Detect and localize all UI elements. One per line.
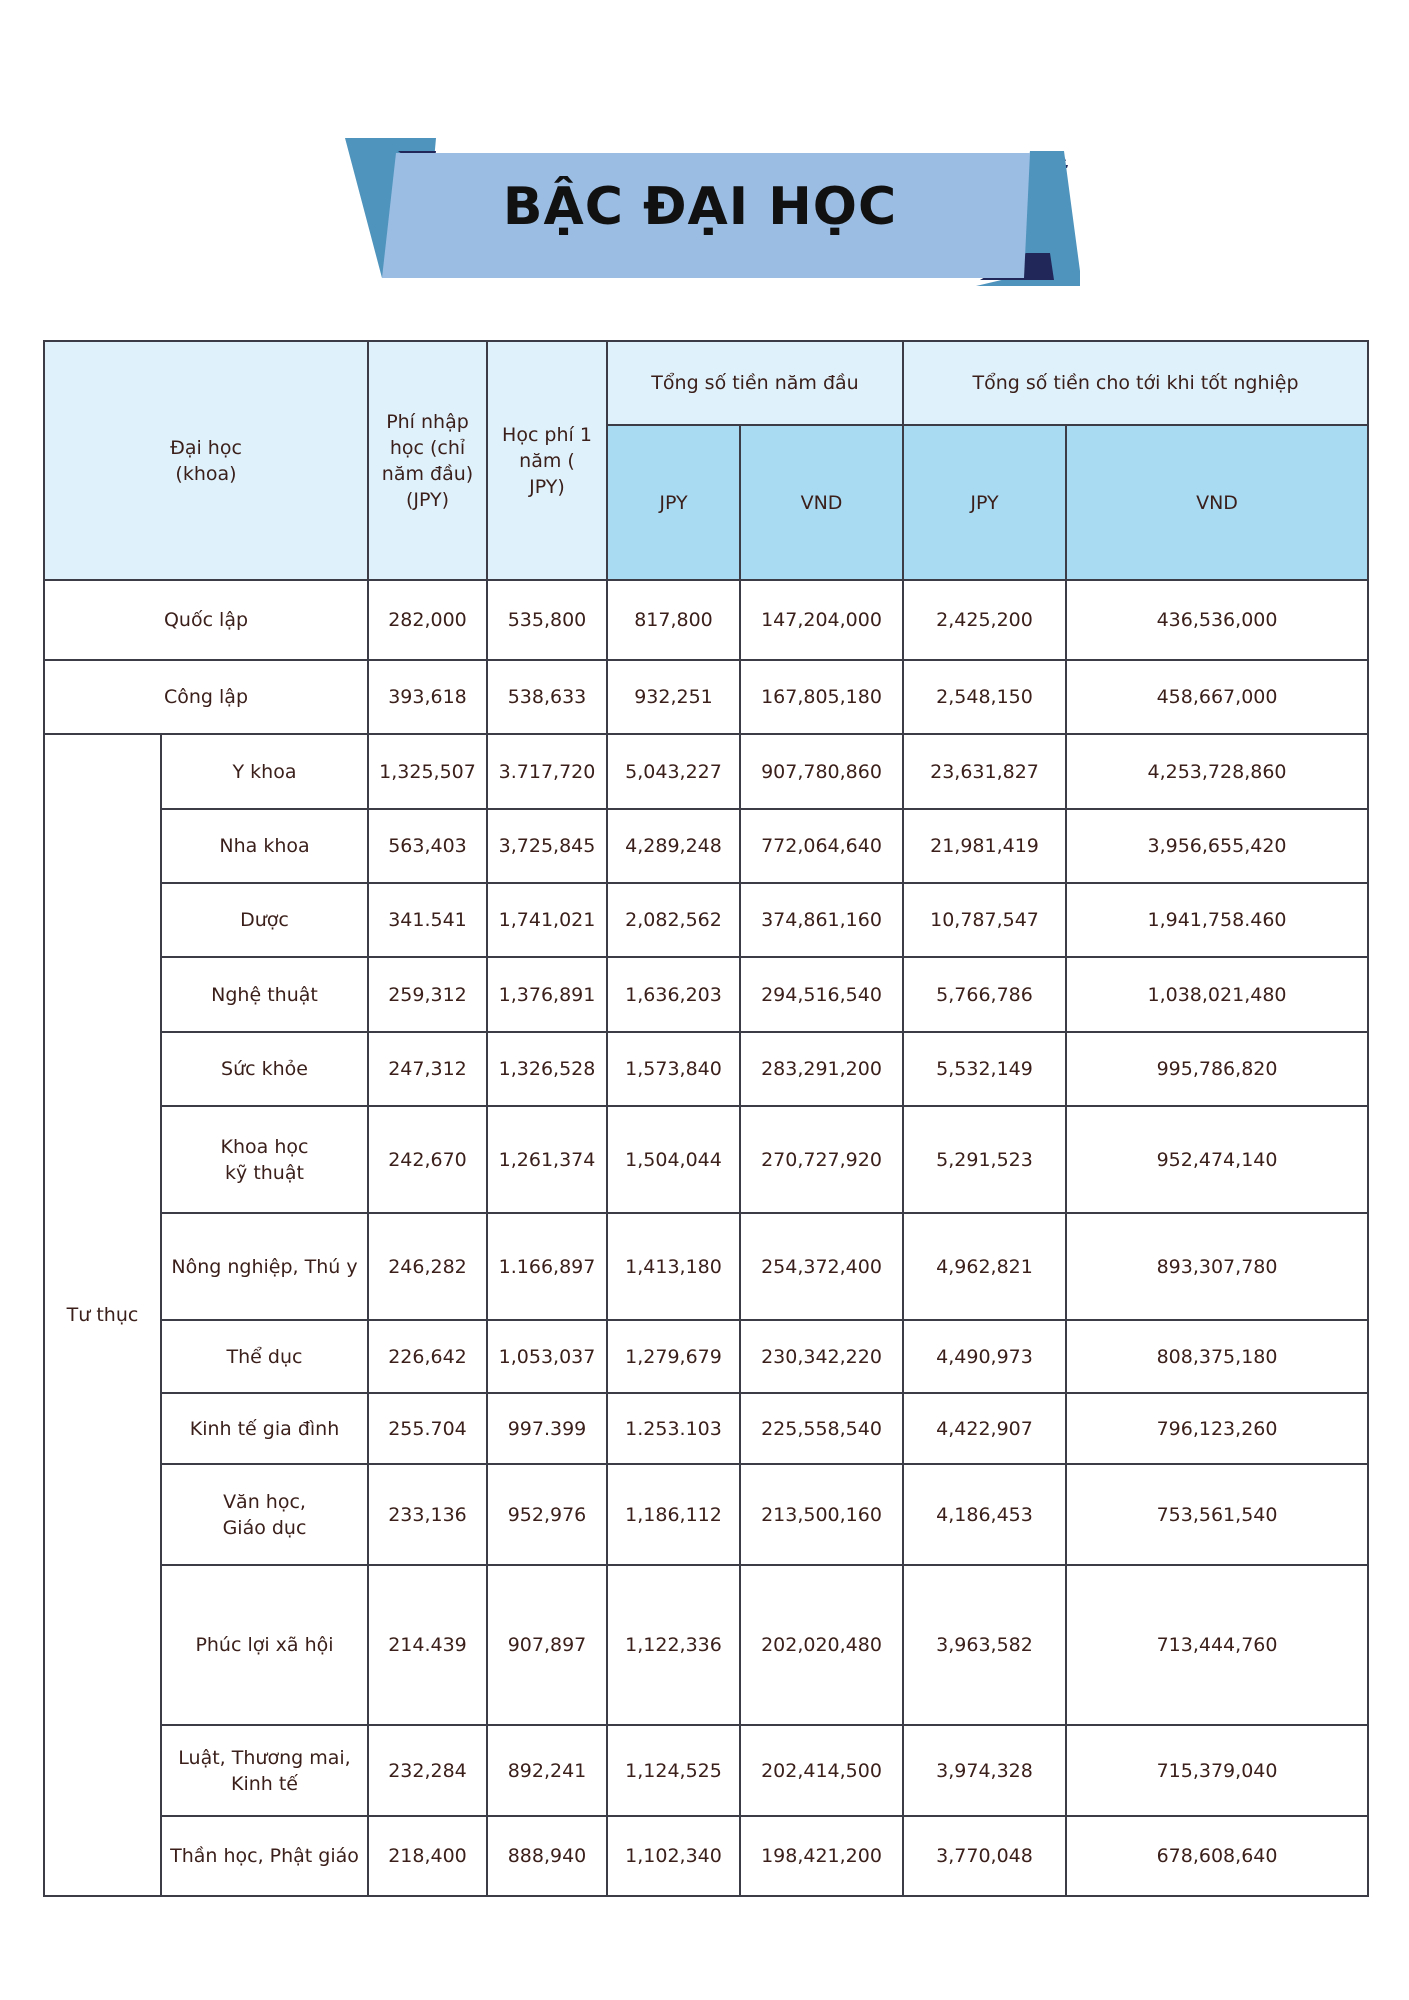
graduation-vnd-cell: 3,956,655,420 — [1066, 809, 1368, 883]
admission-fee-cell: 218,400 — [368, 1816, 487, 1896]
fee-table — [43, 340, 1369, 1897]
tuition-cell: 3,725,845 — [487, 809, 607, 883]
graduation-vnd-cell: 753,561,540 — [1066, 1464, 1368, 1565]
table-row — [44, 1213, 1368, 1320]
first-year-vnd-cell: 374,861,160 — [740, 883, 903, 957]
first-year-jpy-cell: 1,504,044 — [607, 1106, 740, 1213]
faculty-name-cell: Sức khỏe — [161, 1032, 368, 1106]
header-graduation-jpy: JPY — [903, 425, 1066, 580]
graduation-jpy-cell: 4,962,821 — [903, 1213, 1066, 1320]
tuition-cell: 3.717,720 — [487, 734, 607, 809]
tuition-cell: 538,633 — [487, 660, 607, 734]
first-year-jpy-cell: 1,124,525 — [607, 1725, 740, 1816]
header-first-year-vnd: VND — [740, 425, 903, 580]
first-year-vnd-cell: 230,342,220 — [740, 1320, 903, 1393]
table-row — [44, 734, 1368, 809]
admission-fee-cell: 282,000 — [368, 580, 487, 660]
tuition-cell: 1,741,021 — [487, 883, 607, 957]
graduation-vnd-cell: 4,253,728,860 — [1066, 734, 1368, 809]
graduation-jpy-cell: 4,422,907 — [903, 1393, 1066, 1464]
page-title: BẬC ĐẠI HỌC — [502, 177, 898, 237]
graduation-vnd-cell: 796,123,260 — [1066, 1393, 1368, 1464]
faculty-name-cell: Y khoa — [161, 734, 368, 809]
header-graduation-vnd: VND — [1066, 425, 1368, 580]
first-year-vnd-cell: 213,500,160 — [740, 1464, 903, 1565]
tuition-cell: 997.399 — [487, 1393, 607, 1464]
faculty-name-cell: Phúc lợi xã hội — [161, 1565, 368, 1725]
admission-fee-cell: 393,618 — [368, 660, 487, 734]
faculty-name-cell: Khoa học kỹ thuật — [161, 1106, 368, 1213]
first-year-jpy-cell: 1,102,340 — [607, 1816, 740, 1896]
graduation-jpy-cell: 3,770,048 — [903, 1816, 1066, 1896]
tuition-cell: 1,261,374 — [487, 1106, 607, 1213]
first-year-jpy-cell: 932,251 — [607, 660, 740, 734]
tuition-cell: 907,897 — [487, 1565, 607, 1725]
first-year-jpy-cell: 1,186,112 — [607, 1464, 740, 1565]
header-tuition: Học phí 1 năm ( JPY) — [487, 341, 607, 580]
graduation-vnd-cell: 808,375,180 — [1066, 1320, 1368, 1393]
first-year-jpy-cell: 1.253.103 — [607, 1393, 740, 1464]
faculty-name-cell: Nghệ thuật — [161, 957, 368, 1032]
admission-fee-cell: 226,642 — [368, 1320, 487, 1393]
table-row — [44, 1032, 1368, 1106]
table-row — [44, 883, 1368, 957]
table-row — [44, 1816, 1368, 1896]
first-year-jpy-cell: 1,279,679 — [607, 1320, 740, 1393]
first-year-vnd-cell: 254,372,400 — [740, 1213, 903, 1320]
tuition-cell: 892,241 — [487, 1725, 607, 1816]
first-year-vnd-cell: 147,204,000 — [740, 580, 903, 660]
first-year-jpy-cell: 1,413,180 — [607, 1213, 740, 1320]
first-year-vnd-cell: 772,064,640 — [740, 809, 903, 883]
graduation-jpy-cell: 5,766,786 — [903, 957, 1066, 1032]
faculty-name-cell: Văn học, Giáo dục — [161, 1464, 368, 1565]
tuition-cell: 1,053,037 — [487, 1320, 607, 1393]
first-year-vnd-cell: 198,421,200 — [740, 1816, 903, 1896]
graduation-jpy-cell: 4,490,973 — [903, 1320, 1066, 1393]
first-year-vnd-cell: 270,727,920 — [740, 1106, 903, 1213]
university-name-cell: Công lập — [44, 660, 368, 734]
admission-fee-cell: 246,282 — [368, 1213, 487, 1320]
table-row — [44, 809, 1368, 883]
faculty-name-cell: Nha khoa — [161, 809, 368, 883]
admission-fee-cell: 247,312 — [368, 1032, 487, 1106]
graduation-jpy-cell: 2,548,150 — [903, 660, 1066, 734]
graduation-jpy-cell: 21,981,419 — [903, 809, 1066, 883]
university-name-cell: Quốc lập — [44, 580, 368, 660]
graduation-jpy-cell: 3,974,328 — [903, 1725, 1066, 1816]
first-year-jpy-cell: 1,122,336 — [607, 1565, 740, 1725]
graduation-vnd-cell: 1,038,021,480 — [1066, 957, 1368, 1032]
faculty-name-cell: Thể dục — [161, 1320, 368, 1393]
first-year-vnd-cell: 907,780,860 — [740, 734, 903, 809]
header-first-year-jpy: JPY — [607, 425, 740, 580]
graduation-vnd-cell: 995,786,820 — [1066, 1032, 1368, 1106]
table-row — [44, 1725, 1368, 1816]
faculty-name-cell: Thần học, Phật giáo — [161, 1816, 368, 1896]
graduation-vnd-cell: 436,536,000 — [1066, 580, 1368, 660]
graduation-jpy-cell: 3,963,582 — [903, 1565, 1066, 1725]
tuition-cell: 1,376,891 — [487, 957, 607, 1032]
first-year-vnd-cell: 167,805,180 — [740, 660, 903, 734]
header-first-year-total: Tổng số tiền năm đầu — [607, 341, 903, 425]
admission-fee-cell: 259,312 — [368, 957, 487, 1032]
header-admission-fee: Phí nhập học (chỉ năm đầu) (JPY) — [368, 341, 487, 580]
first-year-vnd-cell: 202,020,480 — [740, 1565, 903, 1725]
tuition-cell: 1.166,897 — [487, 1213, 607, 1320]
graduation-vnd-cell: 893,307,780 — [1066, 1213, 1368, 1320]
tuition-cell: 888,940 — [487, 1816, 607, 1896]
graduation-jpy-cell: 4,186,453 — [903, 1464, 1066, 1565]
admission-fee-cell: 1,325,507 — [368, 734, 487, 809]
faculty-name-cell: Dược — [161, 883, 368, 957]
admission-fee-cell: 563,403 — [368, 809, 487, 883]
table-row — [44, 1320, 1368, 1393]
first-year-jpy-cell: 1,573,840 — [607, 1032, 740, 1106]
first-year-vnd-cell: 225,558,540 — [740, 1393, 903, 1464]
graduation-vnd-cell: 678,608,640 — [1066, 1816, 1368, 1896]
graduation-vnd-cell: 1,941,758.460 — [1066, 883, 1368, 957]
graduation-vnd-cell: 952,474,140 — [1066, 1106, 1368, 1213]
first-year-vnd-cell: 202,414,500 — [740, 1725, 903, 1816]
first-year-jpy-cell: 5,043,227 — [607, 734, 740, 809]
tuition-cell: 1,326,528 — [487, 1032, 607, 1106]
table-row — [44, 1393, 1368, 1464]
faculty-name-cell: Luật, Thương mai, Kinh tế — [161, 1725, 368, 1816]
first-year-vnd-cell: 283,291,200 — [740, 1032, 903, 1106]
graduation-vnd-cell: 715,379,040 — [1066, 1725, 1368, 1816]
first-year-jpy-cell: 2,082,562 — [607, 883, 740, 957]
first-year-jpy-cell: 1,636,203 — [607, 957, 740, 1032]
tuition-cell: 952,976 — [487, 1464, 607, 1565]
title-banner — [340, 138, 1080, 290]
admission-fee-cell: 242,670 — [368, 1106, 487, 1213]
admission-fee-cell: 214.439 — [368, 1565, 487, 1725]
graduation-jpy-cell: 5,532,149 — [903, 1032, 1066, 1106]
table-row — [44, 1565, 1368, 1725]
first-year-vnd-cell: 294,516,540 — [740, 957, 903, 1032]
faculty-name-cell: Nông nghiệp, Thú y — [161, 1213, 368, 1320]
admission-fee-cell: 232,284 — [368, 1725, 487, 1816]
table-row — [44, 957, 1368, 1032]
first-year-jpy-cell: 817,800 — [607, 580, 740, 660]
graduation-jpy-cell: 5,291,523 — [903, 1106, 1066, 1213]
private-group-cell: Tư thục — [44, 734, 161, 1896]
graduation-vnd-cell: 713,444,760 — [1066, 1565, 1368, 1725]
graduation-jpy-cell: 10,787,547 — [903, 883, 1066, 957]
first-year-jpy-cell: 4,289,248 — [607, 809, 740, 883]
header-university: Đại học (khoa) — [44, 341, 368, 580]
admission-fee-cell: 233,136 — [368, 1464, 487, 1565]
table-row — [44, 580, 1368, 660]
table-row — [44, 660, 1368, 734]
graduation-jpy-cell: 23,631,827 — [903, 734, 1066, 809]
graduation-jpy-cell: 2,425,200 — [903, 580, 1066, 660]
admission-fee-cell: 255.704 — [368, 1393, 487, 1464]
graduation-vnd-cell: 458,667,000 — [1066, 660, 1368, 734]
table-row — [44, 1106, 1368, 1213]
header-graduation-total: Tổng số tiền cho tới khi tốt nghiệp — [903, 341, 1368, 425]
tuition-cell: 535,800 — [487, 580, 607, 660]
admission-fee-cell: 341.541 — [368, 883, 487, 957]
faculty-name-cell: Kinh tế gia đình — [161, 1393, 368, 1464]
table-row — [44, 1464, 1368, 1565]
